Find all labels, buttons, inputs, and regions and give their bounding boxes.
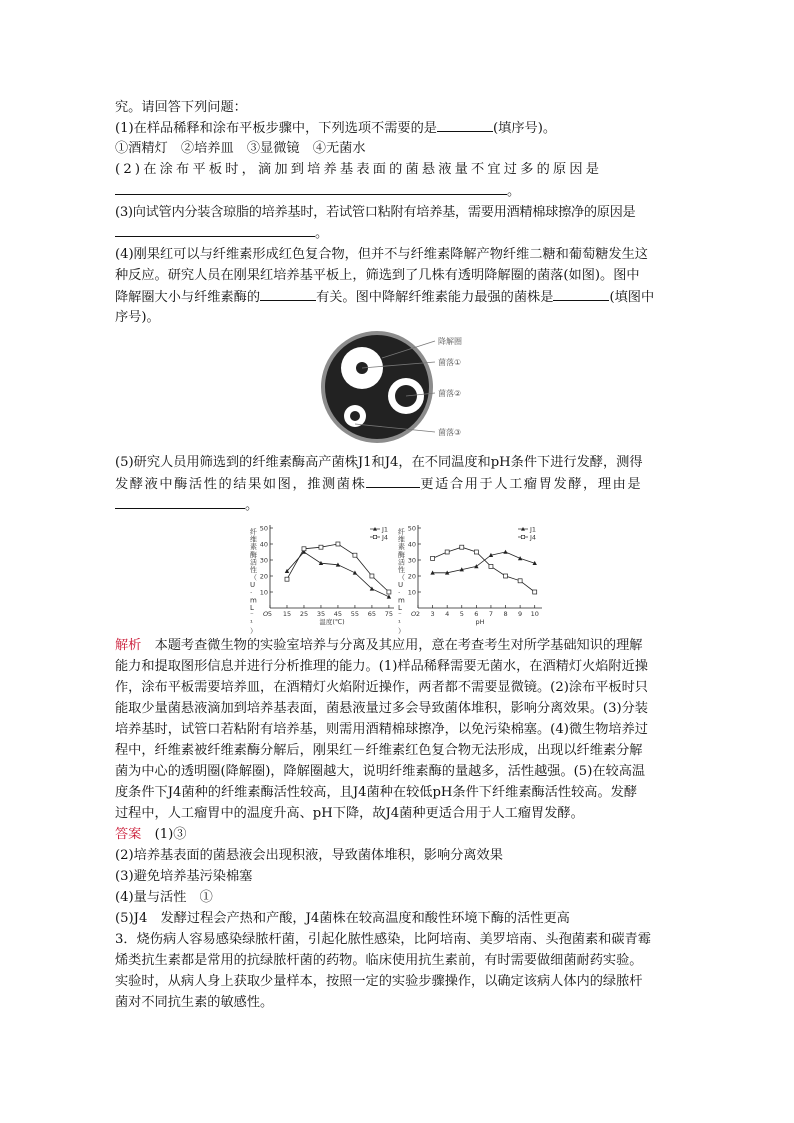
- question-2-blank-line: [115, 181, 680, 201]
- chart0-x-tick-label-6: 65: [367, 610, 377, 618]
- analysis-line-1: 能力和提取图形信息并进行分析推理的能力。(1)样品稀释需要无菌水，在酒精灯火焰附近操: [115, 659, 648, 674]
- chart0-point-j4-3: [336, 542, 340, 546]
- answer-line-1: [115, 825, 680, 844]
- question-2-text: (2)在涂布平板时，滴加到培养基表面的菌悬液量不宜过多的原因是: [115, 162, 603, 177]
- chart1-x-tick-label-4: 6: [474, 610, 479, 618]
- chart0-y-tick-label-0: 10: [259, 588, 268, 597]
- chart1-point-j4-3: [474, 550, 478, 554]
- chart0-y-tick-label-2: 30: [259, 556, 268, 565]
- chart1-point-j4-0: [431, 556, 435, 560]
- chart1-x-tick-label-2: 4: [445, 610, 450, 618]
- chart1-x-tick-label-3: 5: [459, 610, 464, 618]
- chart0-legend-label-1: J4: [382, 533, 389, 542]
- analysis-line-8: 过程中，人工瘤胃中的温度升高、pH下降，故J4菌种更适合用于人工瘤胃发酵。: [115, 806, 584, 821]
- analysis-line-7: 度条件下J4菌种的纤维素酶活性较高，且J4菌种在较低pH条件下纤维素酶活性较高。发酵: [115, 785, 638, 800]
- label-colony-1: 菌落①: [438, 358, 462, 367]
- chart1-point-j1-5: [503, 550, 507, 554]
- analysis-line-2: 作，涂布平板需要培养皿，在酒精灯火焰附近操作，两者都不需要显微镜。(2)涂布平板时只: [115, 680, 648, 695]
- chart0-x-tick-label-1: 15: [282, 610, 292, 618]
- question-5-line-2a: 发酵液中酶活性的结果如图，推测菌株: [115, 477, 367, 492]
- next-question-line-4: 菌对不同抗生素的敏感性。: [115, 995, 274, 1010]
- chart1-y-tick-label-0: 10: [407, 588, 416, 597]
- chart1-point-j4-5: [504, 574, 508, 578]
- label-colony-2: 菌落②: [438, 389, 462, 398]
- chart0-legend-marker-1: [373, 535, 376, 538]
- chart0-x-tick-label-0: 5: [267, 610, 273, 618]
- answer-5: (5)J4 发酵过程会产热和产酸，J4菌株在较高温度和酸性环境下酶的活性更高: [115, 911, 570, 926]
- analysis-line-6: 菌为中心的透明圈(降解圈)，降解圈越大，说明纤维素酶的量越多，活性越强。(5)在较高温: [115, 764, 646, 779]
- question-5-line-1: (5)研究人员用筛选到的纤维素酶高产菌株J1和J4，在不同温度和pH条件下进行发酵，测得: [115, 455, 643, 470]
- chart1-series-j1-line: [433, 552, 535, 573]
- next-question-line-3: 实验时，从病人身上获取少量样本，按照一定的实验步骤操作，以确定该病人体内的绿脓杆: [115, 974, 643, 989]
- colony-3: [350, 411, 360, 421]
- chart1-x-tick-label-5: 7: [488, 610, 494, 618]
- chart1-x-tick-label-1: 3: [430, 610, 435, 618]
- analysis-line-5: 程中，纤维素被纤维素酶分解后，刚果红－纤维素红色复合物无法形成，出现以纤维素分解: [115, 743, 643, 758]
- chart1-point-j4-7: [533, 590, 537, 594]
- chart0-point-j4-4: [353, 553, 357, 557]
- question-3-end: 。: [315, 226, 329, 241]
- petri-plate-figure: [318, 328, 488, 446]
- chart1-point-j4-6: [518, 579, 522, 583]
- question-4-line-1: (4)刚果红可以与纤维素形成红色复合物，但并不与纤维素降解产物纤维二糖和葡萄糖发生这: [115, 247, 648, 262]
- question-3-text: (3)向试管内分装含琼脂的培养基时，若试管口粘附有培养基，需要用酒精棉球擦净的原因是: [115, 205, 636, 220]
- answer-blank-5b[interactable]: [115, 495, 245, 509]
- analysis-line-4: 培养基时，试管口若粘附有培养基，则需用酒精棉球擦净，以免污染棉塞。(4)微生物培养过: [115, 722, 648, 737]
- chart0-series-j4-line: [287, 544, 389, 592]
- label-colony-3: 菌落③: [438, 428, 462, 437]
- chart1-y-tick-label-2: 30: [407, 556, 416, 565]
- answer-blank-4a[interactable]: [260, 287, 316, 301]
- label-ring: 降解圈: [438, 337, 462, 346]
- analysis-text-0: 本题考查微生物的实验室培养与分离及其应用，意在考查考生对所学基础知识的理解: [154, 638, 643, 653]
- chart0-point-j4-6: [387, 590, 391, 594]
- question-2-end: 。: [507, 184, 521, 199]
- chart0-x-tick-label-4: 45: [333, 610, 343, 618]
- question-4-line-4: 序号)。: [115, 310, 160, 325]
- answer-2: (2)培养基表面的菌悬液会出现积液，导致菌体堆积，影响分离效果: [115, 848, 503, 863]
- chart0-point-j4-0: [285, 577, 289, 581]
- question-4-line-3: [115, 287, 680, 307]
- chart1-point-j4-2: [460, 545, 464, 549]
- chart0-point-j4-1: [302, 547, 306, 551]
- chart0-point-j1-4: [353, 571, 357, 575]
- analysis-line-0: [115, 636, 680, 655]
- chart1-x-tick-label-6: 8: [503, 610, 508, 618]
- chart0-y-tick-label-4: 50: [259, 524, 268, 533]
- analysis-line-3: 能取少量菌悬液滴加到培养基表面，菌悬液量过多会导致菌体堆积，影响分离效果。(3)分装: [115, 701, 648, 716]
- chart0-origin-label: O: [263, 610, 269, 618]
- answer-4: (4)量与活性 ①: [115, 890, 213, 905]
- question-4-line-2: 种反应。研究人员在刚果红培养基平板上，筛选到了几株有透明降解圈的菌落(如图)。图中: [115, 268, 640, 283]
- chart0-x-axis-label: 温度(℃): [319, 618, 345, 626]
- question-1-suffix: (填序号)。: [493, 121, 557, 136]
- chart0-point-j4-2: [319, 545, 323, 549]
- chart0-legend-label-0: J1: [382, 525, 389, 534]
- chart1-y-axis-label: 纤维素酶活性（ U · m L ⁻ ¹ ）: [398, 528, 405, 635]
- answer-blank-2[interactable]: [115, 181, 507, 195]
- temperature-chart: [244, 520, 400, 635]
- answer-blank-1[interactable]: [437, 118, 493, 132]
- chart1-x-tick-label-8: 10: [530, 610, 539, 618]
- chart1-y-tick-label-3: 40: [407, 540, 416, 549]
- analysis-label: 解析: [115, 638, 142, 653]
- question-5-line-2: [115, 474, 680, 494]
- intro-text: 究。请回答下列问题：: [115, 100, 247, 115]
- question-4-line-3c: (填图中: [609, 290, 655, 305]
- question-3-blank-line: [115, 223, 680, 243]
- chart0-y-tick-label-3: 40: [259, 540, 268, 549]
- answer-blank-5a[interactable]: [366, 474, 420, 488]
- chart0-x-tick-label-7: 75: [384, 610, 394, 618]
- chart0-point-j1-6: [387, 595, 391, 599]
- question-1-options: ①酒精灯 ②培养皿 ③显微镜 ④无菌水: [115, 141, 366, 156]
- chart1-y-tick-label-1: 20: [407, 572, 416, 581]
- chart1-x-tick-label-7: 9: [518, 610, 523, 618]
- answer-1: (1)③: [154, 827, 187, 842]
- question-5-line-2b: 更适合用于人工瘤胃发酵，理由是: [420, 477, 643, 492]
- question-1-text: (1)在样品稀释和涂布平板步骤中，下列选项不需要的是: [115, 121, 437, 136]
- next-question-line-2: 烯类抗生素都是常用的抗绿脓杆菌的药物。临床使用抗生素前，有时需要做细菌耐药实验。: [115, 953, 643, 968]
- chart1-origin-label: O: [411, 610, 417, 618]
- question-1: [115, 118, 680, 138]
- chart0-x-tick-label-3: 35: [316, 610, 326, 618]
- chart0-point-j4-5: [370, 574, 374, 578]
- answer-blank-4b[interactable]: [553, 287, 609, 301]
- question-5-blank-line: 。: [115, 495, 680, 515]
- question-4-line-3b: 有关。图中降解纤维素能力最强的菌株是: [316, 290, 554, 305]
- answer-label: 答案: [115, 827, 142, 842]
- chart1-point-j4-4: [489, 564, 493, 568]
- answer-blank-3[interactable]: [115, 223, 315, 237]
- chart1-legend-marker-1: [521, 535, 524, 538]
- question-4-line-3a: 降解圈大小与纤维素酶的: [115, 290, 261, 305]
- chart0-y-axis-label: 纤维素酶活性（ U · m L ⁻ ¹ ）: [250, 528, 257, 635]
- chart0-x-tick-label-5: 55: [350, 610, 360, 618]
- ph-chart: [392, 520, 550, 635]
- chart1-legend-label-0: J1: [530, 525, 537, 534]
- next-question-line-1: 3．烧伤病人容易感染绿脓杆菌，引起化脓性感染，比阿培南、美罗培南、头孢菌素和碳青霉: [115, 932, 651, 947]
- answer-3: (3)避免培养基污染棉塞: [115, 869, 253, 884]
- chart0-x-tick-label-2: 25: [299, 610, 309, 618]
- chart0-y-tick-label-1: 20: [259, 572, 268, 581]
- chart1-x-tick-label-0: 2: [415, 610, 421, 618]
- chart1-y-tick-label-4: 50: [407, 524, 416, 533]
- chart1-point-j4-1: [445, 550, 449, 554]
- chart1-x-axis-label: pH: [475, 618, 485, 626]
- chart1-legend-label-1: J4: [530, 533, 537, 542]
